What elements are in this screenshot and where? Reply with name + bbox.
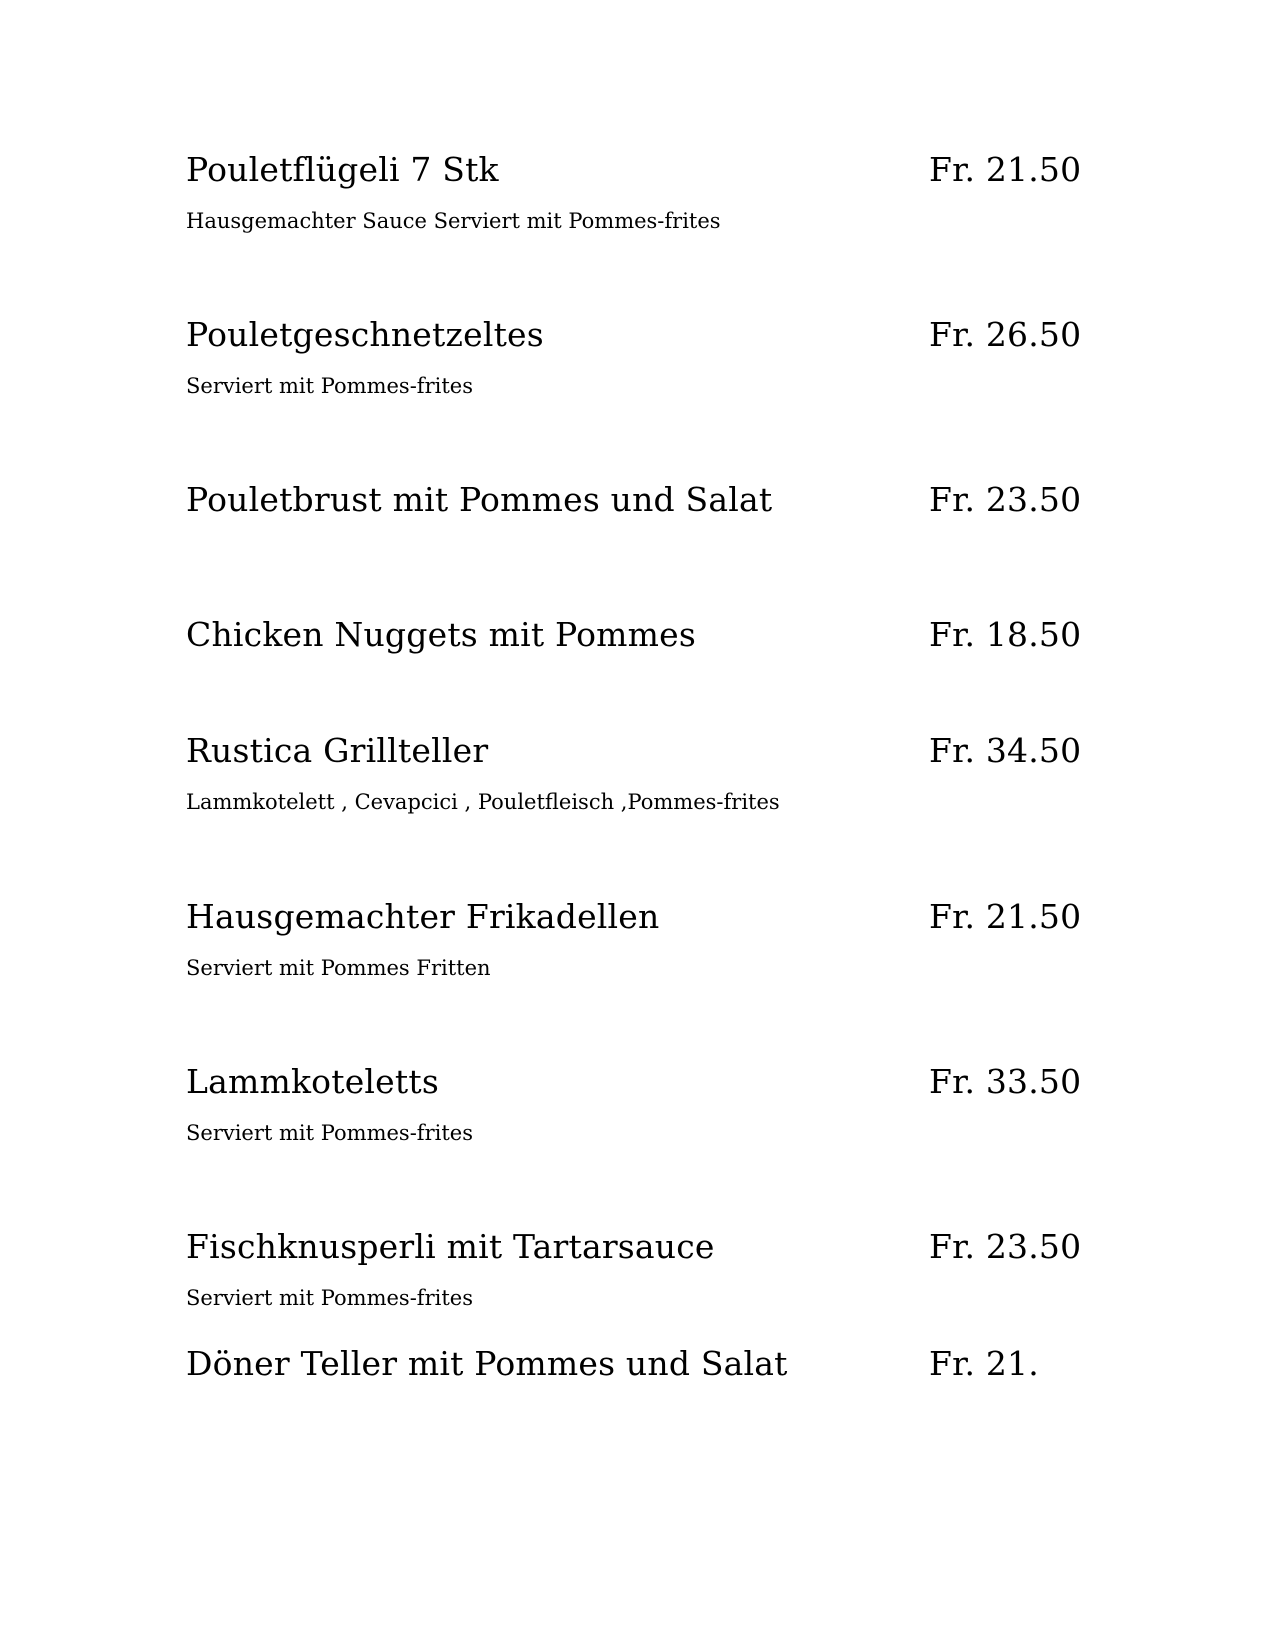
item-name: Pouletgeschnetzeltes (186, 315, 544, 354)
item-name: Lammkoteletts (186, 1062, 439, 1101)
item-description: Hausgemachter Sauce Serviert mit Pommes-frites (186, 209, 721, 233)
item-description: Lammkotelett , Cevapcici , Pouletfleisch ,Pommes-frites (186, 790, 780, 814)
item-name: Pouletflügeli 7 Stk (186, 150, 499, 189)
item-price: Fr. 21.50 (929, 897, 1082, 936)
item-name: Rustica Grillteller (186, 731, 489, 770)
item-description: Serviert mit Pommes-frites (186, 1286, 473, 1310)
item-name: Hausgemachter Frikadellen (186, 897, 660, 936)
item-name: Chicken Nuggets mit Pommes (186, 615, 696, 654)
item-name: Fischknusperli mit Tartarsauce (186, 1227, 715, 1266)
item-price: Fr. 23.50 (929, 1227, 1082, 1266)
item-description: Serviert mit Pommes-frites (186, 374, 473, 398)
item-price: Fr. 23.50 (929, 480, 1082, 519)
item-name: Pouletbrust mit Pommes und Salat (186, 480, 773, 519)
item-price: Fr. 21.50 (929, 150, 1082, 189)
item-price: Fr. 18.50 (929, 615, 1082, 654)
item-price: Fr. 26.50 (929, 315, 1082, 354)
item-price: Fr. 33.50 (929, 1062, 1082, 1101)
item-price: Fr. 34.50 (929, 731, 1082, 770)
item-price: Fr. 21. (929, 1344, 1039, 1383)
item-description: Serviert mit Pommes Fritten (186, 956, 491, 980)
item-description: Serviert mit Pommes-frites (186, 1121, 473, 1145)
item-name: Döner Teller mit Pommes und Salat (186, 1344, 788, 1383)
